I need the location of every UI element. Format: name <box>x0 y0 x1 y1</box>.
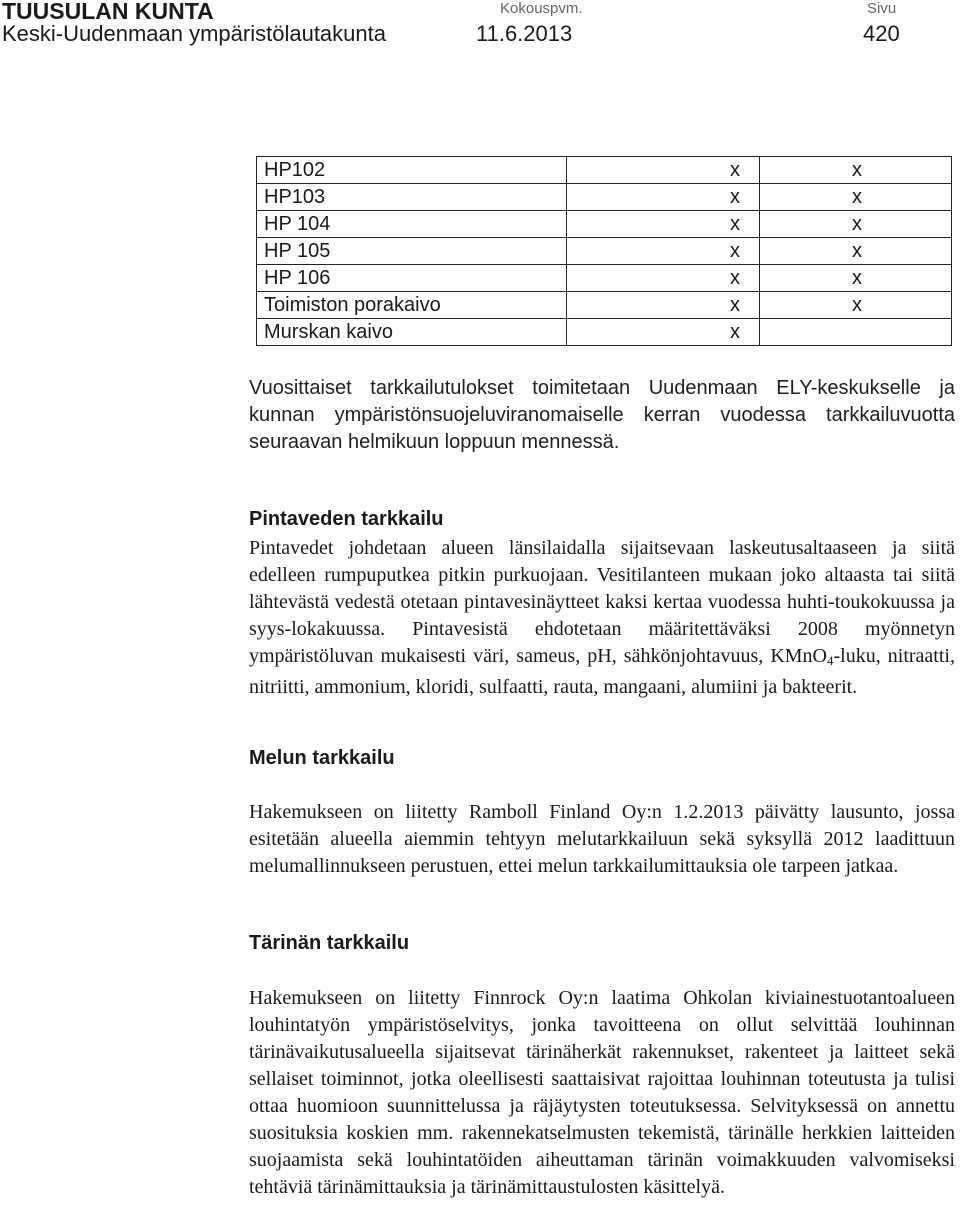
table-cell: HP103 <box>257 184 567 211</box>
table-cell: x <box>567 265 760 292</box>
table-cell: HP 104 <box>257 211 567 238</box>
table-row <box>257 265 952 292</box>
table-cell <box>760 319 952 346</box>
table-cell: x <box>760 238 952 265</box>
noise-paragraph: Hakemukseen on liitetty Ramboll Finland Oy:n 1.2.2013 päivätty lausunto, jossa esitetään alueella aiemmin tehtyyn melutarkkailuun sekä syksyllä 2012 laadittuun melumallinnukseen perustuen, ettei melun tarkkailumittauksia ole tarpeen jatkaa. <box>249 801 955 877</box>
table-cell: x <box>567 211 760 238</box>
page-number: 420 <box>863 21 900 46</box>
table-cell: x <box>760 265 952 292</box>
board-name: Keski-Uudenmaan ympäristölautakunta <box>2 21 386 46</box>
table-cell: HP102 <box>257 157 567 184</box>
table-cell: HP 106 <box>257 265 567 292</box>
surface-water-text-part1: Pintavedet johdetaan alueen länsilaidalla sijaitsevaan laskeutusaltaaseen ja siitä edelleen rumpuputkea pitkin purkuojaan. Vesitilanteen mukaan joko altaasta tai siitä lähtevästä vedestä otetaan pintavesinäytteet kaksi kertaa vuodessa huhti-toukokuussa ja syys-lokakuussa. Pintavesistä ehdotetaan määritettäväksi 2008 myönnetyn ympäristöluvan mukaisesti väri, sameus, pH, sähkönjohtavuus, KMnO <box>249 537 955 667</box>
meeting-date: 11.6.2013 <box>476 21 573 46</box>
section-heading-surface-water: Pintaveden tarkkailu <box>249 508 444 530</box>
table-cell: x <box>760 211 952 238</box>
table-row <box>257 238 952 265</box>
table-cell: Murskan kaivo <box>257 319 567 346</box>
page-label: Sivu <box>867 0 897 17</box>
surface-water-paragraph <box>249 535 955 701</box>
table-cell: x <box>567 319 760 346</box>
section-heading-vibration: Tärinän tarkkailu <box>249 932 410 954</box>
surface-water-text-part2: -luku, nitraatti, nitriitti, ammonium, kloridi, sulfaatti, rauta, mangaani, alumiini ja bakteerit. <box>249 645 955 698</box>
table-row <box>257 157 952 184</box>
monitoring-points-table <box>256 156 952 346</box>
table-cell: HP 105 <box>257 238 567 265</box>
reporting-paragraph: Vuosittaiset tarkkailutulokset toimitetaan Uudenmaan ELY-keskukselle ja kunnan ympäristönsuojeluviranomaiselle kerran vuodessa tarkkailuvuotta seuraavan helmikuun loppuun mennessä. <box>249 377 955 453</box>
organization-name: TUUSULAN KUNTA <box>2 0 214 24</box>
table-cell: x <box>567 292 760 319</box>
table-cell: x <box>760 184 952 211</box>
table-row <box>257 319 952 346</box>
section-heading-noise: Melun tarkkailu <box>249 747 395 769</box>
table-cell: x <box>567 157 760 184</box>
table-cell: x <box>567 238 760 265</box>
table-cell: x <box>760 157 952 184</box>
table-row <box>257 292 952 319</box>
table-cell: Toimiston porakaivo <box>257 292 567 319</box>
table-cell: x <box>760 292 952 319</box>
meeting-date-label: Kokouspvm. <box>500 0 583 17</box>
vibration-paragraph: Hakemukseen on liitetty Finnrock Oy:n laatima Ohkolan kiviainestuotantoalueen louhintatyön ympäristöselvitys, jonka tavoitteena on ollut selvittää louhinnan tärinävaikutusalueella sijaitsevat tärinäherkät rakennukset, rakenteet ja laitteet sekä sellaiset toiminnot, jotka oleellisesti saattaisivat rajoittaa louhinnan toteutusta ja tulisi ottaa huomioon suunnittelussa ja räjäytysten toteutuksessa. Selvityksessä on annettu suosituksia koskien mm. rakennekatselmusten tekemistä, tärinälle herkkien laitteiden suojaamista sekä louhintatöiden aiheuttaman tärinän voimakkuuden valvomiseksi tehtäviä tärinämittauksia ja tärinämittaustulosten käsittelyä. <box>249 987 955 1198</box>
surface-water-subscript: 4 <box>826 653 834 668</box>
table-cell: x <box>567 184 760 211</box>
table-row <box>257 184 952 211</box>
table-row <box>257 211 952 238</box>
